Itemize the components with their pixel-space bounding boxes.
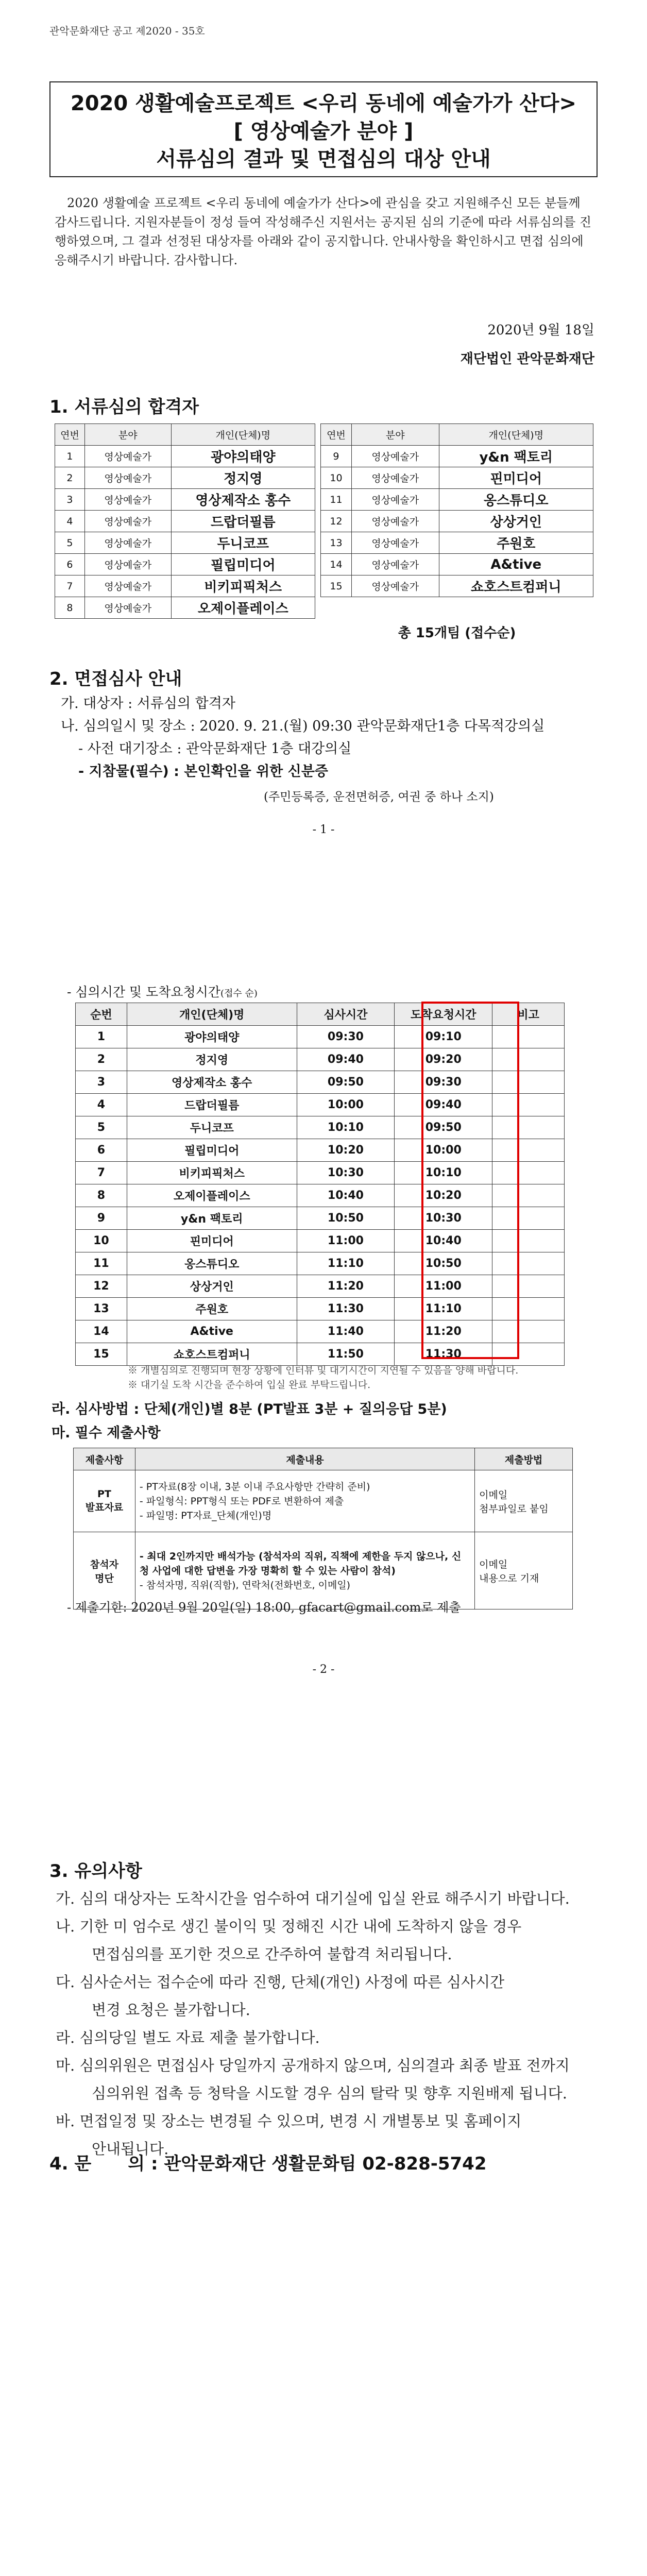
arrival-time-highlight [421,1002,519,1359]
section1-heading: 1. 서류심의 합격자 [49,397,199,417]
cell-order: 14 [76,1320,127,1343]
cell-order: 4 [76,1094,127,1116]
organization-name: 재단법인 관악문화재단 [460,351,594,367]
col-header-order: 순번 [76,1003,127,1026]
cell-order: 12 [76,1275,127,1298]
note-item-continued: 변경 요청은 불가합니다. [92,2001,250,2019]
col-header-item: 제출사항 [74,1448,135,1470]
cell-order: 5 [76,1116,127,1139]
cell-review-time: 10:50 [297,1207,395,1230]
cell-review-time: 11:00 [297,1230,395,1252]
page-number-1: - 1 - [312,823,335,836]
cell-arrival-time: 10:20 [395,1184,492,1207]
cell-name: 비키피픽처스 [127,1162,297,1184]
cell-field: 영상예술가 [84,467,171,489]
cell-order: 2 [76,1048,127,1071]
cell-arrival-time: 09:20 [395,1048,492,1071]
bring-sub-line: (주민등록증, 운전면허증, 여권 중 하나 소지) [264,790,494,804]
cell-arrival-time: 10:30 [395,1207,492,1230]
col-header-content: 제출내용 [135,1448,474,1470]
title-line-3: 서류심의 결과 및 면접심의 대상 안내 [156,147,491,171]
section2-heading: 2. 면접심사 안내 [49,669,182,689]
note-item: 다. 심사순서는 접수순에 따라 진행, 단체(개인) 사정에 따른 심사시간 [56,1973,505,1991]
cell-name: 오제이플레이스 [127,1184,297,1207]
cell-arrival-time: 09:50 [395,1116,492,1139]
cell-name: 쇼호스트컴퍼니 [439,575,593,597]
table-header-row [321,424,593,446]
cell-no: 2 [55,467,85,489]
cell-no: 5 [55,532,85,554]
cell-name: y&n 팩토리 [127,1207,297,1230]
cell-review-time: 10:00 [297,1094,395,1116]
col-header-name: 개인(단체)명 [127,1003,297,1026]
sub-content-bold: - 최대 2인까지만 배석가능 (참석자의 직위, 직책에 제한을 두지 않으나, 신청 사업에 대한 답변을 가장 명확히 할 수 있는 사람이 참석) [139,1550,462,1577]
cell-name: 광야의태양 [127,1026,297,1048]
cell-name: 옹스튜디오 [127,1252,297,1275]
cell-no: 8 [55,597,85,619]
cell-arrival-time: 10:10 [395,1162,492,1184]
cell-name: 비키피픽처스 [171,575,315,597]
cell-arrival-time: 10:40 [395,1230,492,1252]
col-header-method: 제출방법 [475,1448,573,1470]
cell-no: 12 [321,511,352,532]
note-item-continued: 면접심의를 포기한 것으로 간주하여 불합격 처리됩니다. [92,1945,452,1963]
table-header-row [74,1448,573,1470]
cell-order: 7 [76,1162,127,1184]
target-line: 가. 대상자 : 서류심의 합격자 [61,696,235,711]
sub-method: 이메일 첨부파일로 붙임 [475,1470,573,1532]
cell-field: 영상예술가 [351,554,439,575]
cell-no: 4 [55,511,85,532]
schedule-heading [67,982,258,1001]
cell-no: 3 [55,489,85,511]
cell-field: 영상예술가 [351,511,439,532]
cell-name: 핀미디어 [439,467,593,489]
col-header-name: 개인(단체)명 [171,424,315,446]
cell-name: 옹스튜디오 [439,489,593,511]
cell-name: 핀미디어 [127,1230,297,1252]
cell-field: 영상예술가 [84,575,171,597]
cell-field: 영상예술가 [351,489,439,511]
cell-name: 광야의태양 [171,446,315,467]
table-row [321,511,593,532]
cell-no: 1 [55,446,85,467]
cell-review-time: 11:50 [297,1343,395,1366]
bring-line: - 지참물(필수) : 본인확인을 위한 신분증 [78,764,328,779]
table-row [55,597,315,619]
cell-review-time: 10:10 [297,1116,395,1139]
cell-field: 영상예술가 [84,446,171,467]
cell-no: 13 [321,532,352,554]
col-header-review-time: 심사시간 [297,1003,395,1026]
table-row [55,575,315,597]
cell-no: 11 [321,489,352,511]
cell-field: 영상예술가 [84,532,171,554]
cell-name: A&tive [439,554,593,575]
pass-table-right [320,423,593,597]
datetime-line: 나. 심의일시 및 장소 : 2020. 9. 21.(월) 09:30 관악문화재단1층 다목적강의실 [61,718,545,734]
cell-arrival-time: 10:50 [395,1252,492,1275]
table-row [55,446,315,467]
col-header-field: 분야 [84,424,171,446]
note-item: 마. 심의위원은 면접심사 당일까지 공개하지 않으며, 심의결과 최종 발표 전까지 [56,2057,570,2074]
note-item-continued: 안내됩니다. [92,2140,169,2158]
cell-no: 14 [321,554,352,575]
title-box [49,81,598,177]
footnote-1: ※ 개별심의로 진행되며 현장 상황에 인터뷰 및 대기시간이 지연될 수 있음을 양해 바랍니다. [128,1365,519,1376]
note-item-continued: 심의위원 접촉 등 청탁을 시도할 경우 심의 탈락 및 향후 지원배제 됩니다. [92,2084,568,2102]
table-row [321,467,593,489]
col-header-name: 개인(단체)명 [439,424,593,446]
col-header-field: 분야 [351,424,439,446]
cell-arrival-time: 11:00 [395,1275,492,1298]
cell-arrival-time: 10:00 [395,1139,492,1162]
cell-field: 영상예술가 [84,489,171,511]
sub-item: PT 발표자료 [74,1470,135,1532]
cell-review-time: 11:40 [297,1320,395,1343]
cell-name: 영상제작소 홍수 [127,1071,297,1094]
cell-order: 8 [76,1184,127,1207]
table-header-row [55,424,315,446]
col-header-no: 연번 [55,424,85,446]
table-row [55,532,315,554]
table-row [55,489,315,511]
cell-field: 영상예술가 [84,597,171,619]
cell-arrival-time: 09:10 [395,1026,492,1048]
table-row [55,467,315,489]
note-item: 바. 면접일정 및 장소는 변경될 수 있으며, 변경 시 개별통보 및 홈페이지 [56,2112,522,2130]
cell-order: 9 [76,1207,127,1230]
cell-arrival-time: 11:20 [395,1320,492,1343]
cell-review-time: 10:20 [297,1139,395,1162]
table-row [321,532,593,554]
col-header-arrival-time: 도착요청시간 [395,1003,492,1026]
cell-review-time: 10:40 [297,1184,395,1207]
col-header-note: 비고 [492,1003,565,1026]
cell-order: 15 [76,1343,127,1366]
cell-arrival-time: 09:40 [395,1094,492,1116]
deadline-line: - 제출기한: 2020년 9월 20일(일) 18:00, gfacart@gmail.com로 제출 [67,1600,461,1615]
sub-content: - 참석자명, 직위(직함), 연락처(전화번호, 이메일) [139,1579,351,1591]
cell-review-time: 09:40 [297,1048,395,1071]
cell-no: 9 [321,446,352,467]
cell-name: y&n 팩토리 [439,446,593,467]
notes-list [56,1885,612,2163]
cell-name: 두니코프 [171,532,315,554]
schedule-heading-small: (접수 순) [220,988,258,999]
waiting-room-line: - 사전 대기장소 : 관악문화재단 1층 대강의실 [78,741,352,757]
cell-field: 영상예술가 [351,532,439,554]
note-item: 가. 심의 대상자는 도착시간을 엄수하여 대기실에 입실 완료 해주시기 바랍니다. [56,1890,570,1907]
cell-name: 주원호 [439,532,593,554]
cell-name: 영상제작소 홍수 [171,489,315,511]
cell-arrival-time: 11:30 [395,1343,492,1366]
table-row [55,511,315,532]
table-row [321,489,593,511]
cell-name: 상상거인 [127,1275,297,1298]
cell-name: A&tive [127,1320,297,1343]
cell-order: 1 [76,1026,127,1048]
footnote-2: ※ 대기실 도착 시간을 준수하여 입실 완료 부탁드립니다. [128,1379,371,1391]
cell-name: 주원호 [127,1298,297,1320]
cell-name: 쇼호스트컴퍼니 [127,1343,297,1366]
cell-review-time: 09:50 [297,1071,395,1094]
cell-review-time: 11:10 [297,1252,395,1275]
submission-table [73,1448,573,1609]
table-row [55,554,315,575]
schedule-heading-text: - 심의시간 및 도착요청시간 [67,985,220,999]
cell-name: 두니코프 [127,1116,297,1139]
cell-name: 정지영 [171,467,315,489]
cell-arrival-time: 09:30 [395,1071,492,1094]
cell-order: 3 [76,1071,127,1094]
cell-name: 필립미디어 [171,554,315,575]
cell-review-time: 09:30 [297,1026,395,1048]
title-line-1: 2020 생활예술프로젝트 <우리 동네에 예술가가 산다> [70,92,577,115]
cell-order: 6 [76,1139,127,1162]
note-item: 나. 기한 미 엄수로 생긴 불이익 및 정해진 시간 내에 도착하지 않을 경우 [56,1918,522,1935]
review-method: 라. 심사방법 : 단체(개인)별 8분 (PT발표 3분 + 질의응답 5분) [52,1401,447,1417]
cell-field: 영상예술가 [84,511,171,532]
cell-field: 영상예술가 [351,446,439,467]
cell-field: 영상예술가 [84,554,171,575]
cell-order: 11 [76,1252,127,1275]
cell-name: 필립미디어 [127,1139,297,1162]
cell-review-time: 10:30 [297,1162,395,1184]
cell-field: 영상예술가 [351,467,439,489]
cell-name: 정지영 [127,1048,297,1071]
required-submissions-heading: 마. 필수 제출사항 [52,1425,161,1441]
cell-no: 15 [321,575,352,597]
pass-table-left [55,423,315,619]
cell-name: 드랍더필름 [171,511,315,532]
sub-item: 참석자 명단 [74,1532,135,1609]
note-item: 라. 심의당일 별도 자료 제출 불가합니다. [56,2029,320,2046]
table-row [74,1470,573,1532]
table-row [321,446,593,467]
cell-name: 드랍더필름 [127,1094,297,1116]
cell-name: 오제이플레이스 [171,597,315,619]
cell-field: 영상예술가 [351,575,439,597]
cell-order: 10 [76,1230,127,1252]
cell-name: 상상거인 [439,511,593,532]
notice-number: 관악문화재단 공고 제2020 - 35호 [49,25,205,37]
cell-review-time: 11:20 [297,1275,395,1298]
cell-no: 7 [55,575,85,597]
cell-review-time: 11:30 [297,1298,395,1320]
section3-heading: 3. 유의사항 [49,1861,142,1882]
col-header-no: 연번 [321,424,352,446]
total-teams: 총 15개팀 (접수순) [398,625,516,641]
table-row [321,575,593,597]
intro-paragraph: 2020 생활예술 프로젝트 <우리 동네에 예술가가 산다>에 관심을 갖고 지원해주신 모든 분들께 감사드립니다. 지원자분들이 정성 들여 작성해주신 지원서는 공지된 심의 기준에 따라 서류심의를 진행하였으며, 그 결과 선정된 대상자를 아래와 같이 공지합니다. 안내사항을 확인하시고 면접 심의에 응해주시기 바랍니다. 감사합니다. [55,196,592,267]
section4-contact: 4. 문 의 : 관악문화재단 생활문화팀 02-828-5742 [49,2154,487,2174]
cell-arrival-time: 11:10 [395,1298,492,1320]
cell-no: 6 [55,554,85,575]
cell-no: 10 [321,467,352,489]
cell-order: 13 [76,1298,127,1320]
announcement-date: 2020년 9월 18일 [487,323,594,338]
page-number-2: - 2 - [312,1663,335,1676]
sub-content: - PT자료(8장 이내, 3분 이내 주요사항만 간략히 준비) - 파일형식: PPT형식 또는 PDF로 변환하여 제출 - 파일명: PT자료_단체(개인)명 [135,1470,474,1532]
table-row [321,554,593,575]
sub-method: 이메일 내용으로 기재 [475,1532,573,1609]
title-line-2: [ 영상예술가 분야 ] [233,120,414,143]
